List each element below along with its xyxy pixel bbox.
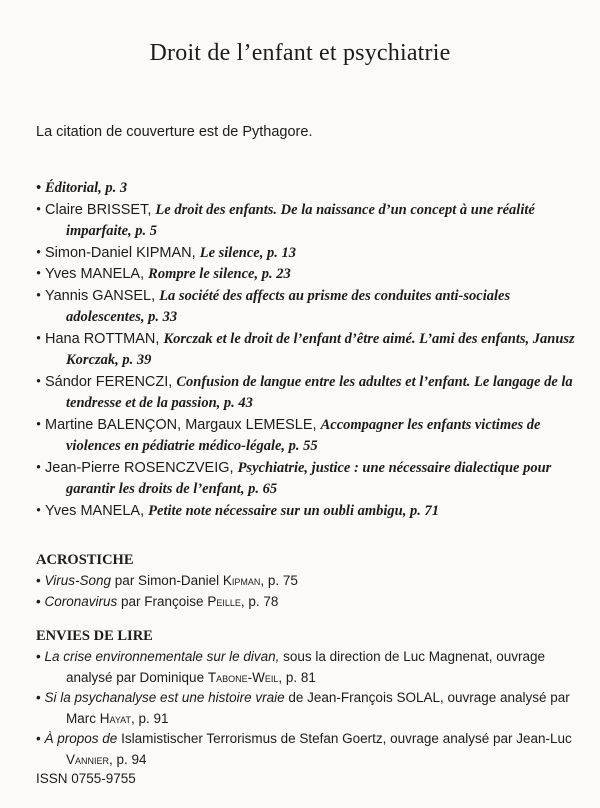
toc-work: La société des affects au prisme des conduites anti-sociales adolescentes, p. 33 xyxy=(66,287,511,325)
bullet: • xyxy=(36,373,42,390)
page-ref: , p. 78 xyxy=(240,593,279,609)
entry-text: par Françoise xyxy=(117,593,208,609)
entry-text: Islamistischer Terrorismus de Stefan Goertz, ouvrage analysé par Jean-Luc xyxy=(117,731,572,746)
toc-entry xyxy=(36,200,576,243)
toc-work: Le silence, p. 13 xyxy=(199,244,296,261)
bullet: • xyxy=(36,593,41,609)
bullet: • xyxy=(36,266,42,282)
table-of-contents xyxy=(36,178,576,522)
toc-entry xyxy=(36,286,576,329)
toc-entry xyxy=(36,243,576,265)
page-ref: , p. 75 xyxy=(260,573,298,588)
author-name: Kipman xyxy=(222,573,261,588)
toc-entry xyxy=(36,329,576,372)
entry-text: par Simon-Daniel xyxy=(111,573,223,588)
bullet: • xyxy=(36,287,42,304)
bullet: • xyxy=(36,649,41,664)
page-ref: , p. 91 xyxy=(131,710,169,726)
toc-author: Sándor FERENCZI, xyxy=(45,373,177,390)
toc-entry xyxy=(36,458,576,501)
section-heading: ACROSTICHE xyxy=(36,552,134,568)
bullet: • xyxy=(36,731,41,746)
work-title: Virus-Song xyxy=(44,573,112,588)
toc-entry xyxy=(36,501,576,523)
entry-text: sous la direction de Luc Magnenat, ouvrage analysé par Dominique xyxy=(66,649,546,685)
envies-section xyxy=(36,628,576,770)
intro-text: La citation de couverture est de Pythagore. xyxy=(36,124,313,140)
bullet: • xyxy=(36,502,42,519)
toc-work: Éditorial, p. 3 xyxy=(45,180,128,196)
list-item xyxy=(36,647,576,688)
bullet: • xyxy=(36,459,42,476)
toc-work: Korczak et le droit de l’enfant d’être aimé. L’ami des enfants, Janusz Korczak, p. 39 xyxy=(66,330,575,368)
list-item xyxy=(36,729,576,770)
work-title: La crise environnementale sur le divan, xyxy=(44,649,280,664)
acrostiche-section xyxy=(36,552,576,612)
toc-work: Le droit des enfants. De la naissance d’un concept à une réalité imparfaite, p. 5 xyxy=(66,201,535,239)
author-name: Hayat xyxy=(99,710,132,726)
page-title: Droit de l’enfant et psychiatrie xyxy=(149,40,451,66)
issn: ISSN 0755-9755 xyxy=(36,771,136,786)
toc-work: Confusion de langue entre les adultes et l’enfant. Le langage de la tendresse et de la passion, p. 43 xyxy=(66,373,573,411)
toc-entry xyxy=(36,264,576,286)
work-title: Coronavirus xyxy=(44,593,118,609)
bullet: • xyxy=(36,330,42,347)
bullet: • xyxy=(36,201,42,218)
toc-work: Rompre le silence, p. 23 xyxy=(148,266,291,282)
toc-work: Psychiatrie, justice : une nécessaire dialectique pour garantir les droits de l’enfant, p. 65 xyxy=(66,459,552,497)
toc-author: Hana ROTTMAN, xyxy=(45,330,164,347)
toc-entry xyxy=(36,178,576,200)
bullet: • xyxy=(36,180,42,196)
page-ref: , p. 81 xyxy=(278,669,316,685)
author-name: Tabone-Weil xyxy=(207,669,279,685)
list-item xyxy=(36,571,576,592)
section-heading: ENVIES DE LIRE xyxy=(36,628,153,644)
list-item xyxy=(36,592,576,613)
bullet: • xyxy=(36,573,41,588)
toc-work: Petite note nécessaire sur un oubli ambigu, p. 71 xyxy=(148,502,439,519)
entry-text: de Jean-François SOLAL, ouvrage analysé par Marc xyxy=(66,690,570,726)
toc-author: Jean-Pierre ROSENCZVEIG, xyxy=(45,459,238,476)
toc-author: Martine BALENÇON, Margaux LEMESLE, xyxy=(45,416,321,433)
work-title: À propos de xyxy=(44,731,118,746)
toc-author: Simon-Daniel KIPMAN, xyxy=(45,244,200,261)
bullet: • xyxy=(36,244,42,261)
toc-entry xyxy=(36,415,576,458)
toc-author: Yves MANELA, xyxy=(45,266,149,282)
toc-author: Claire BRISSET, xyxy=(45,201,156,218)
toc-entry xyxy=(36,372,576,415)
list-item xyxy=(36,688,576,729)
author-name: Peille xyxy=(207,593,241,609)
author-name: Vannier xyxy=(66,751,110,767)
toc-work: Accompagner les enfants victimes de violences en pédiatrie médico-légale, p. 55 xyxy=(66,416,541,454)
bullet: • xyxy=(36,690,41,705)
bullet: • xyxy=(36,416,42,433)
page-ref: , p. 94 xyxy=(109,751,147,767)
work-title: Si la psychanalyse est une histoire vraie xyxy=(44,690,285,705)
toc-author: Yannis GANSEL, xyxy=(45,287,160,304)
toc-author: Yves MANELA, xyxy=(45,502,149,519)
